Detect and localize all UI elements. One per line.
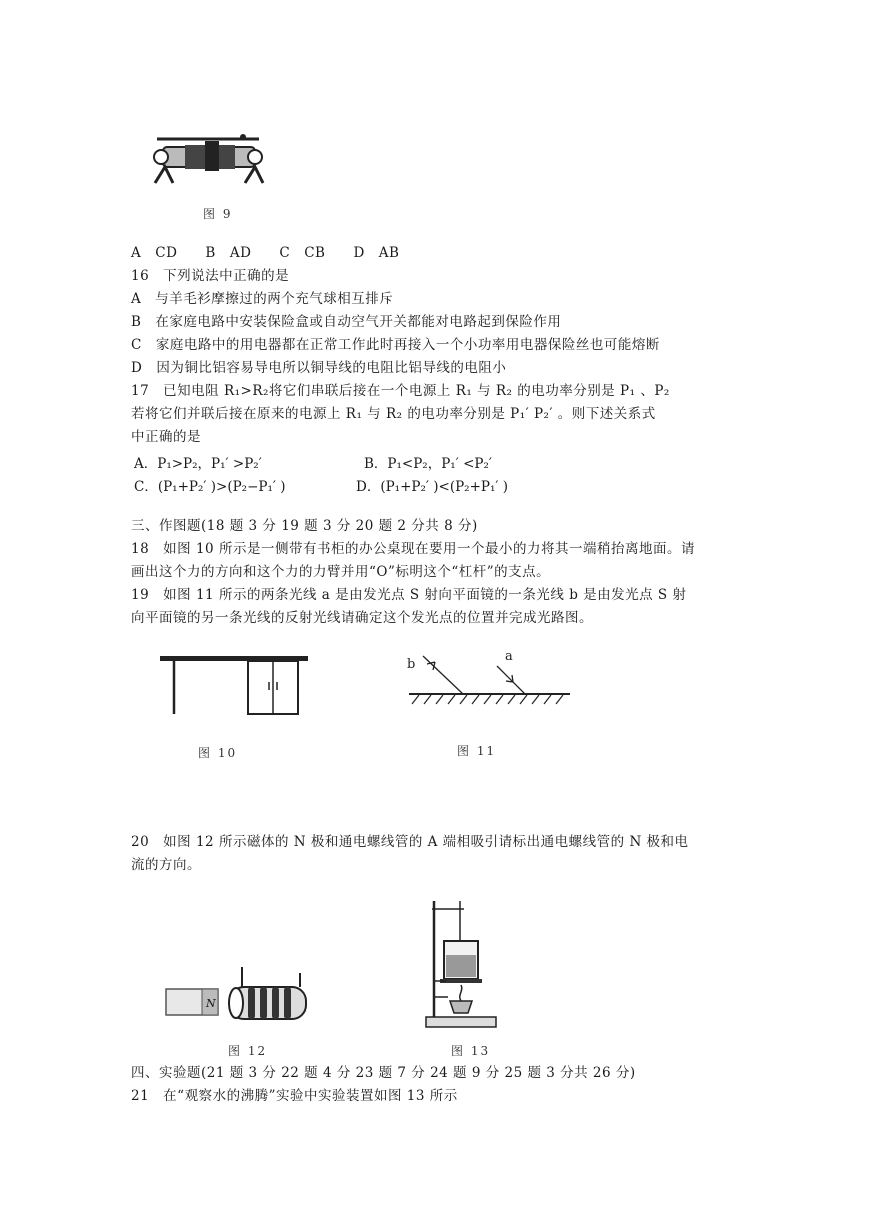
boiling-apparatus-figure — [422, 897, 502, 1032]
mirror-figure — [405, 648, 580, 723]
q17-line-3: 中正确的是 — [131, 429, 201, 445]
q17-option-d: D．(P₁+P₂′ )<(P₂+P₁′ ) — [356, 479, 509, 495]
section-4-title: 四、实验题(21 题 3 分 22 题 4 分 23 题 7 分 24 题 9 分 25 题 3 分共 26 分) — [131, 1065, 636, 1081]
q16-option-c: C 家庭电路中的用电器都在正常工作此时再接入一个小功率用电器保险丝也可能熔断 — [131, 337, 660, 353]
q21-stem: 21 在“观察水的沸腾”实验中实验装置如图 13 所示 — [131, 1088, 458, 1104]
q16-option-d: D 因为铜比铝容易导电所以铜导线的电阻比铝导线的电阻小 — [131, 360, 507, 376]
rheostat-figure — [155, 125, 265, 190]
figure-10-caption: 图 10 — [198, 746, 238, 760]
q18-line-2: 画出这个力的方向和这个力的力臂并用“O”标明这个“杠杆”的支点。 — [131, 564, 551, 580]
ray-a-label: a — [505, 649, 513, 664]
q19-line-2: 向平面镜的另一条光线的反射光线请确定这个发光点的位置并完成光路图。 — [131, 610, 593, 626]
q19-line-1: 19 如图 11 所示的两条光线 a 是由发光点 S 射向平面镜的一条光线 b 是由发光点 S 射 — [131, 587, 687, 603]
magnet-n-label: N — [206, 997, 216, 1010]
q15-options: A CD B AD C CB D AB — [131, 245, 400, 261]
figure-12-caption: 图 12 — [228, 1044, 268, 1058]
q17-line-1: 17 已知电阻 R₁>R₂将它们串联后接在一个电源上 R₁ 与 R₂ 的电功率分别是 P₁ 、P₂ — [131, 383, 670, 399]
desk-figure — [160, 656, 320, 716]
q16-option-a: A 与羊毛衫摩擦过的两个充气球相互排斥 — [131, 291, 394, 307]
figure-9-caption: 图 9 — [203, 207, 233, 221]
figure-13-caption: 图 13 — [451, 1044, 491, 1058]
magnet-solenoid-figure — [164, 965, 324, 1035]
q16-stem: 16 下列说法中正确的是 — [131, 268, 290, 284]
q20-line-1: 20 如图 12 所示磁体的 N 极和通电螺线管的 A 端相吸引请标出通电螺线管的 N 极和电 — [131, 834, 689, 850]
q16-option-b: B 在家庭电路中安装保险盒或自动空气开关都能对电路起到保险作用 — [131, 314, 562, 330]
q18-line-1: 18 如图 10 所示是一侧带有书柜的办公桌现在要用一个最小的力将其一端稍抬离地面。请 — [131, 541, 695, 557]
q17-option-b: B．P₁<P₂，P₁′ <P₂′ — [364, 456, 492, 472]
q17-line-2: 若将它们并联后接在原来的电源上 R₁ 与 R₂ 的电功率分别是 P₁′ P₂′ 。则下述关系式 — [131, 406, 656, 422]
q17-option-c: C．(P₁+P₂′ )>(P₂−P₁′ ) — [134, 479, 286, 495]
figure-11-caption: 图 11 — [457, 744, 497, 758]
q17-option-a: A．P₁>P₂，P₁′ >P₂′ — [134, 456, 262, 472]
ray-b-label: b — [407, 657, 416, 672]
section-3-title: 三、作图题(18 题 3 分 19 题 3 分 20 题 2 分共 8 分) — [131, 518, 478, 534]
q20-line-2: 流的方向。 — [131, 857, 201, 873]
